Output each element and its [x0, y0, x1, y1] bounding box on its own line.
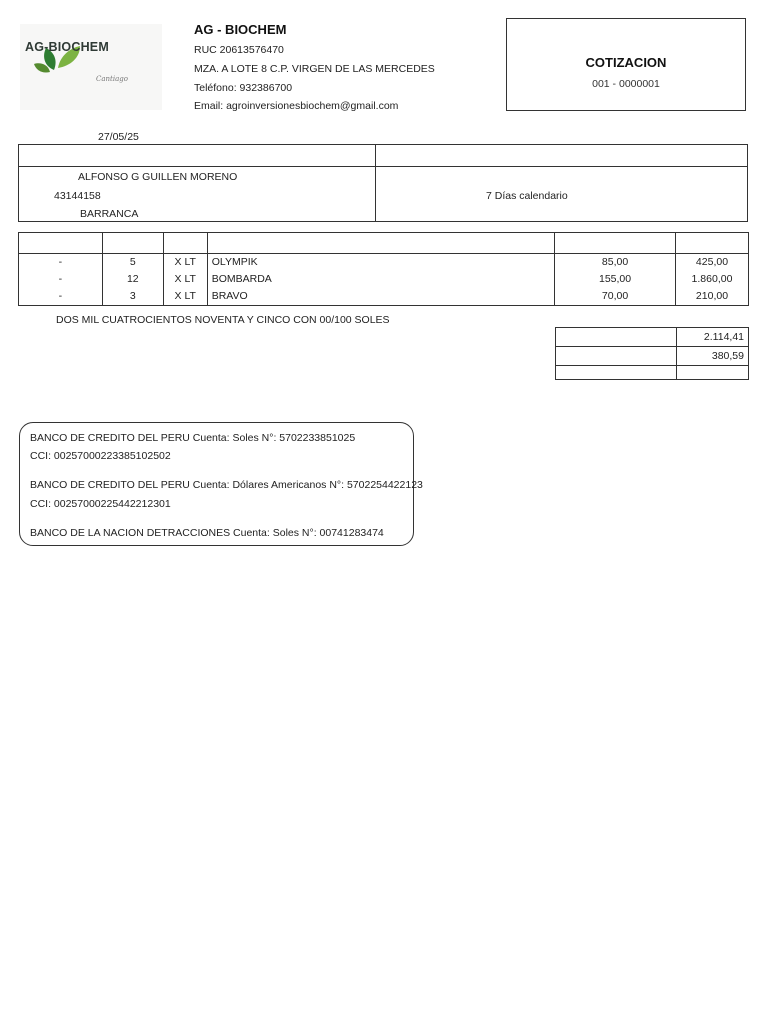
client-name: ALFONSO G GUILLEN MORENO — [78, 171, 238, 183]
leaf-icon — [20, 24, 162, 110]
item-total: 210,00 — [675, 288, 748, 306]
header-cell — [207, 233, 554, 254]
table-row — [19, 271, 749, 288]
totals-row-total — [556, 366, 749, 380]
bank-detracciones: BANCO DE LA NACION DETRACCIONES Cuenta: Soles N°: 00741283474 — [30, 527, 384, 539]
amount-in-words: DOS MIL CUATROCIENTOS NOVENTA Y CINCO CON 00/100 SOLES — [56, 314, 390, 326]
document-title: COTIZACION — [585, 55, 667, 70]
item-qty: 3 — [102, 288, 163, 306]
client-id: 43144158 — [54, 190, 101, 202]
company-logo — [20, 24, 162, 110]
subtotal-value: 2.114,41 — [677, 328, 749, 347]
item-total: 1.860,00 — [675, 271, 748, 288]
total-label — [556, 366, 677, 380]
payment-term: 7 Días calendario — [486, 190, 568, 202]
header-cell — [163, 233, 207, 254]
item-price: 85,00 — [555, 254, 676, 272]
item-total: 425,00 — [675, 254, 748, 272]
client-table-divider — [18, 166, 748, 167]
item-price: 70,00 — [555, 288, 676, 306]
client-table-column-divider — [375, 144, 376, 222]
item-unit: X LT — [163, 288, 207, 306]
document-date: 27/05/25 — [98, 131, 139, 143]
logo-text: AG-BIOCHEM — [25, 40, 109, 54]
table-row — [19, 254, 749, 272]
company-email: Email: agroinversionesbiochem@gmail.com — [194, 100, 399, 112]
bank-cci-soles: CCI: 00257000223385102502 — [30, 450, 171, 462]
header-cell — [555, 233, 676, 254]
item-unit: X LT — [163, 254, 207, 272]
bank-account-soles: BANCO DE CREDITO DEL PERU Cuenta: Soles N°: 5702233851025 — [30, 432, 356, 444]
header-cell — [19, 233, 103, 254]
item-qty: 5 — [102, 254, 163, 272]
company-phone: Teléfono: 932386700 — [194, 82, 293, 94]
tax-label — [556, 347, 677, 366]
document-number: 001 - 0000001 — [592, 78, 660, 90]
item-description: OLYMPIK — [207, 254, 554, 272]
item-price: 155,00 — [555, 271, 676, 288]
items-table — [18, 232, 749, 306]
total-value — [677, 366, 749, 380]
company-ruc: RUC 20613576470 — [194, 44, 284, 56]
totals-row-tax — [556, 347, 749, 366]
item-description: BRAVO — [207, 288, 554, 306]
logo-subtext: Cantiago — [96, 75, 128, 83]
item-code: - — [19, 271, 103, 288]
client-city: BARRANCA — [80, 208, 139, 220]
table-row — [19, 288, 749, 306]
header-cell — [102, 233, 163, 254]
header-cell — [675, 233, 748, 254]
items-table-header — [19, 233, 749, 254]
bank-cci-dolares: CCI: 00257000225442212301 — [30, 498, 171, 510]
item-qty: 12 — [102, 271, 163, 288]
tax-value: 380,59 — [677, 347, 749, 366]
item-description: BOMBARDA — [207, 271, 554, 288]
item-code: - — [19, 254, 103, 272]
company-address: MZA. A LOTE 8 C.P. VIRGEN DE LAS MERCEDES — [194, 63, 435, 75]
totals-row-subtotal — [556, 328, 749, 347]
bank-account-dolares: BANCO DE CREDITO DEL PERU Cuenta: Dólares Americanos N°: 5702254422123 — [30, 479, 423, 491]
totals-table — [555, 327, 749, 380]
item-code: - — [19, 288, 103, 306]
item-unit: X LT — [163, 271, 207, 288]
company-name: AG - BIOCHEM — [194, 22, 287, 37]
subtotal-label — [556, 328, 677, 347]
